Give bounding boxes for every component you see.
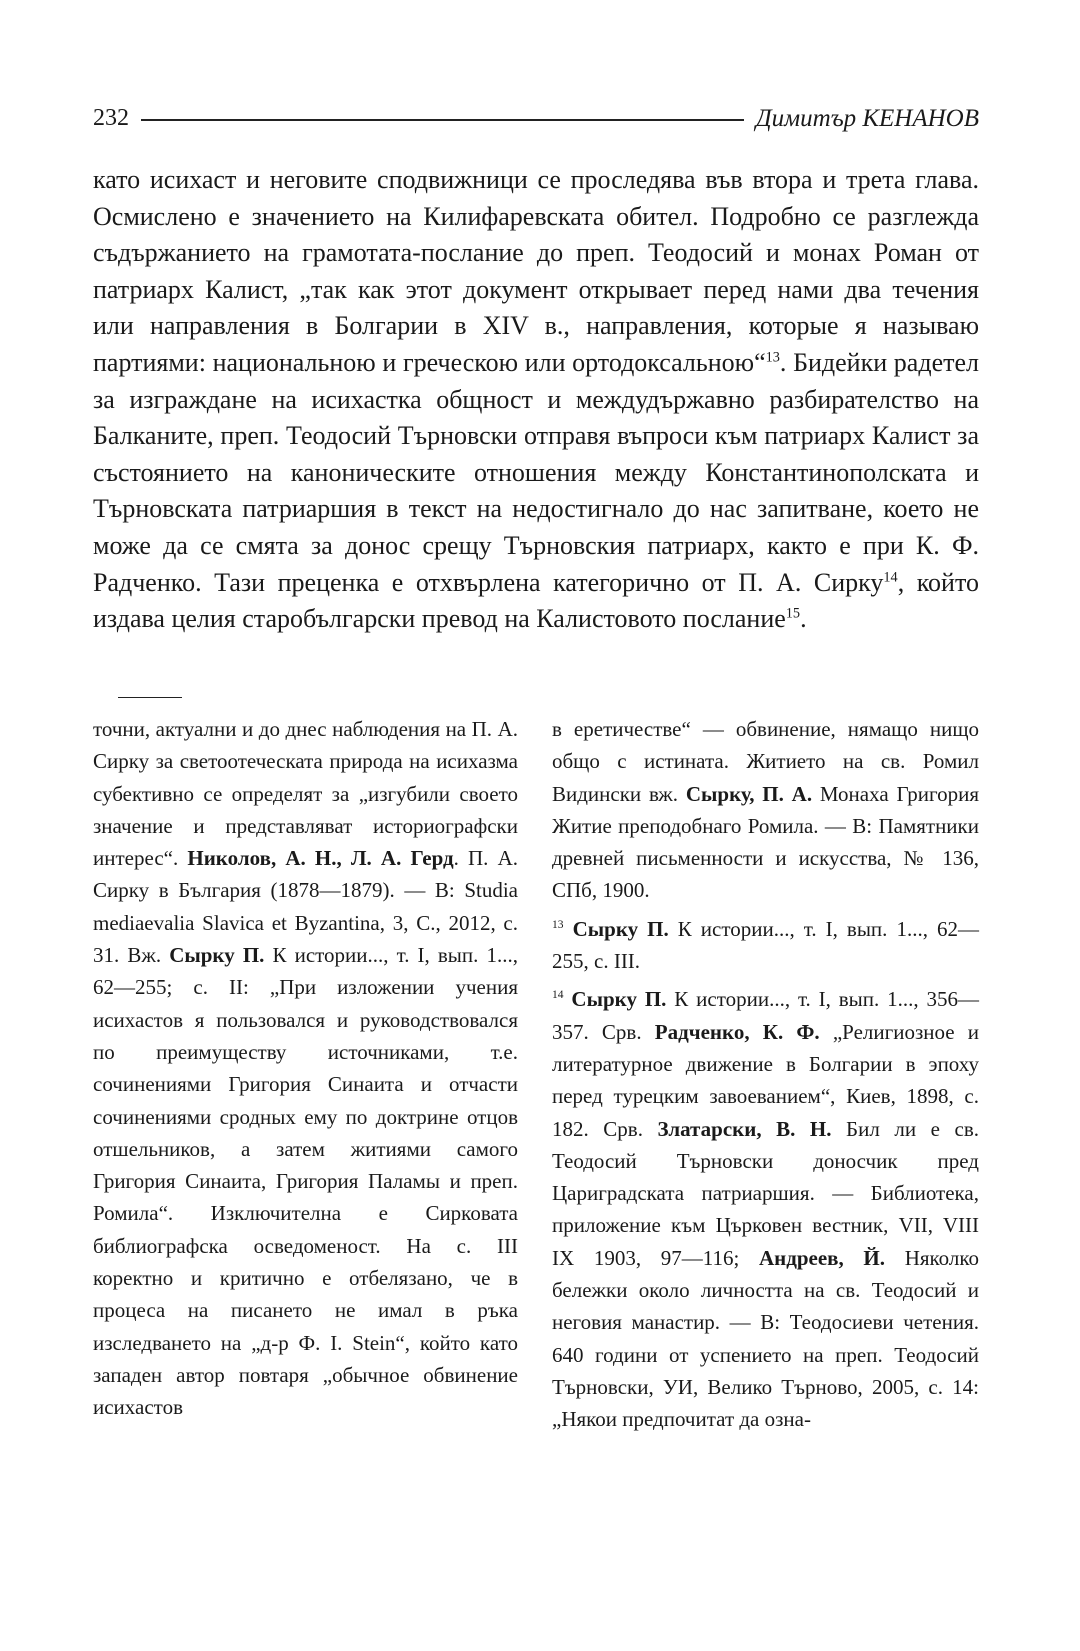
footnote-author: Радченко, К. Ф. xyxy=(654,1019,820,1044)
footnote-12-end xyxy=(552,713,979,907)
footnote-text: . П. А. Сирку в България (1878—1879). — В: Studia mediaevalia Slavica et Byzantina, 3, С., 2012, с. 31. Вж. xyxy=(93,846,518,968)
footnote-text: К истории..., т. I, вып. 1..., 356—357. Срв. xyxy=(552,987,979,1044)
footnote-number: 14 xyxy=(552,989,564,1002)
footnote-author: Сырку П. xyxy=(169,943,265,968)
footnote-author: Сырку П. xyxy=(571,987,667,1012)
main-text-part-4: . xyxy=(800,604,807,634)
footnote-author: Сырку, П. А. xyxy=(685,781,813,806)
page-number: 232 xyxy=(93,105,129,131)
footnote-13 xyxy=(552,913,979,978)
footnote-14 xyxy=(552,983,979,1435)
footnote-author: Сырку П. xyxy=(572,916,669,941)
footnote-ref-13: 13 xyxy=(765,349,780,366)
footnote-separator xyxy=(118,697,182,698)
footnote-12-continued xyxy=(93,713,518,1424)
header-rule xyxy=(141,119,744,121)
footnote-text: точни, актуални и до днес наблюдения на П. А. Сирку за светоотеческата природа на исихазма субективно се определят за „изгубили своето значение и представляват историографски интерес“. xyxy=(93,717,518,871)
main-text-part-3: , който издава целия старобългарски превод на Калистовото послание xyxy=(93,567,979,634)
footnote-author: Николов, А. Н., Л. А. Герд xyxy=(187,846,454,871)
main-text-part-1: като исихаст и неговите сподвижници се проследява във втора и трета глава. Осмислено е значението на Килифаревската обител. Подробно се разглежда съдържанието на грамотата-послание до преп. Теодосий и монах Роман от патриарх Калист, „так как этот документ открывает перед нами два течения или направления в Болгарии в XIV в., направления, которые я называю партиями: национальною и греческою или ортодоксальною“ xyxy=(93,165,979,377)
footnote-text: К истории..., т. I, вып. 1..., 62—255, с. III. xyxy=(552,916,979,974)
footnote-author: Андреев, Й. xyxy=(758,1245,886,1270)
running-head: Димитър КЕНАНОВ xyxy=(755,104,979,132)
footnote-text: „Религиозное и литературное движение в Болгарии в эпоху перед турецким завоеванием“, Киев, 1898, с. 182. Срв. xyxy=(552,1019,979,1141)
footnote-number: 13 xyxy=(552,918,564,931)
page-header xyxy=(93,98,979,138)
footnotes-left-column xyxy=(93,713,518,1424)
footnote-text: Монаха Григория Житие преподобнаго Ромила. — В: Памятники древней письменности и искусства, № 136, СПб, 1900. xyxy=(552,781,979,903)
footnote-author: Златарски, В. Н. xyxy=(657,1116,832,1141)
footnote-text: Бил ли е св. Теодосий Търновски доносчик пред Цариградската патриаршия. — Библиотека, приложение към Църковен вестник, VII, VIII IX 1903, 97—116; xyxy=(552,1116,979,1270)
main-paragraph xyxy=(93,162,979,638)
footnotes-right-column xyxy=(552,713,979,1436)
footnote-text: в еретичестве“ — обвинение, нямащо нищо общо с истината. Житието на св. Ромил Видински вж. xyxy=(552,717,979,806)
footnote-text: Няколко бележки около личността на св. Теодосий и неговия манастир. — В: Теодосиеви четения. 640 години от успението на преп. Теодосий Търновски, УИ, Велико Търново, 2005, с. 14: „Някои предпочитат да озна- xyxy=(552,1245,979,1432)
footnote-text: К истории..., т. I, вып. 1..., 62—255; с. II: „При изложении учения исихастов я пользовался и руководствовался по преимуществу источниками, т.е. сочинениями Григория Синаита и отчасти сочинениями сродных ему по доктрине отцов отшельников, а затем житиями самого Григория Синаита, Григория Паламы и преп. Ромила“. Изключителна е Сирковата библиографска осведоменост. На с. III коректно и критично е отбелязано, че в процеса на писането не имал в ръка изследването на „д-р Ф. I. Stein“, който като западен автор повтаря „обычное обвинение исихастов xyxy=(93,943,518,1420)
footnote-ref-14: 14 xyxy=(883,568,898,585)
footnote-ref-15: 15 xyxy=(785,605,801,622)
main-text-part-2: . Бидейки радетел за изграждане на исихастка общност и междудържавно разбирателство на Балканите, преп. Теодосий Търновски отправя въпроси към патриарх Калист за състоянието на каноническите отношения между Константинополската и Търновската патриаршия в текст на недостигнало до нас запитване, което не може да се смята за донос срещу Търновския патриарх, както е при К. Ф. Радченко. Тази преценка е отхвърлена категорично от П. А. Сирку xyxy=(93,347,979,597)
